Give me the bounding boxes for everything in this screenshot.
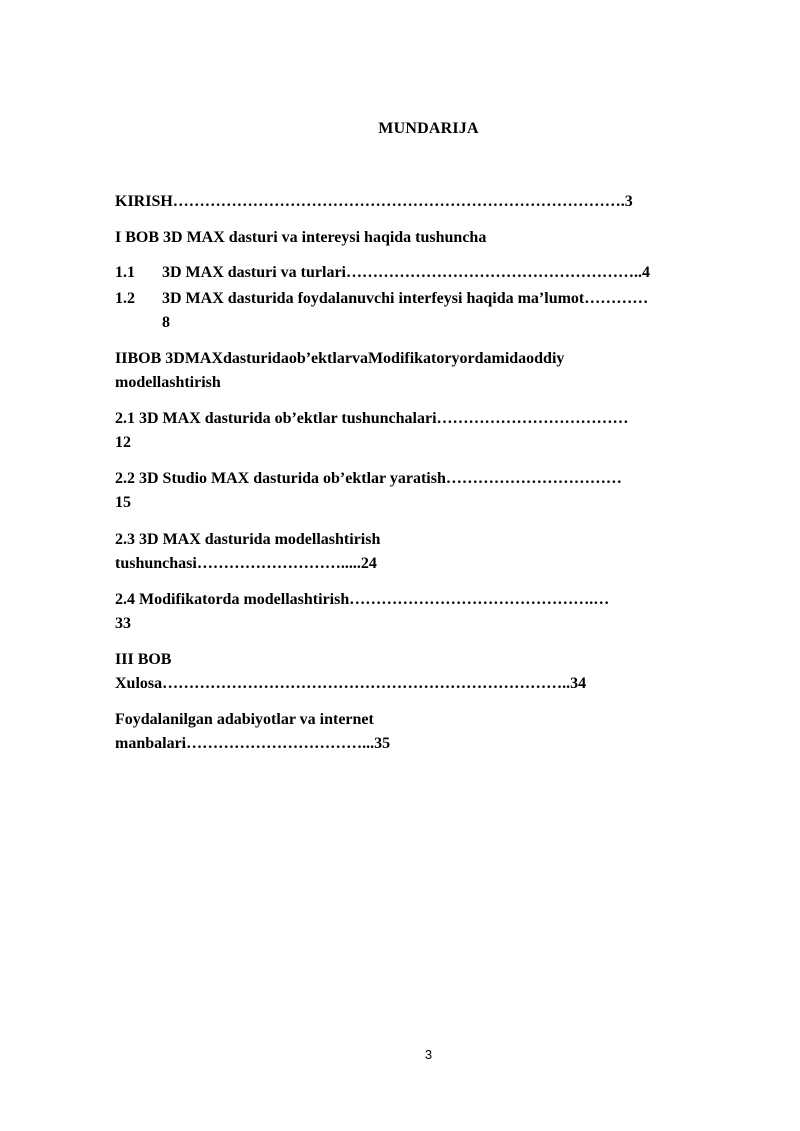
toc-entry-line bbox=[115, 648, 742, 672]
toc-entry-line: tushunchasi……………………….....24 bbox=[115, 555, 377, 572]
toc-entry-text: 3D MAX dasturi va turlari………………………………………………..4 bbox=[162, 264, 650, 281]
toc-entry-kirish bbox=[115, 190, 742, 214]
toc-entry-text: 3D MAX dasturida foydalanuvchi interfeysi haqida ma’lumot………… bbox=[162, 290, 649, 307]
toc-heading-line: modellashtirish bbox=[115, 374, 221, 391]
toc-entry-line bbox=[115, 708, 742, 732]
toc-entry-bob3 bbox=[115, 648, 742, 696]
toc-page-ref: 8 bbox=[162, 314, 170, 331]
toc-page-ref: 15 bbox=[115, 494, 131, 511]
toc-word: modellashtirish bbox=[274, 531, 381, 548]
toc-entry-2-1 bbox=[115, 407, 742, 455]
section-number: 1.1 bbox=[115, 264, 135, 281]
toc-entry-text: KIRISH………………………………………………………………………….3 bbox=[115, 193, 633, 210]
toc-entry-text: 2.1 3D MAX dasturida ob’ektlar tushunchalari……………………………… bbox=[115, 410, 629, 427]
toc-entry-line: manbalari……………………………...35 bbox=[115, 735, 391, 752]
toc-page-ref: 33 bbox=[115, 615, 131, 632]
toc-word: adabiyotlar bbox=[216, 711, 296, 728]
toc-entry-text: 2.4 Modifikatorda modellashtirish……………………………………….… bbox=[115, 591, 610, 608]
section-number: 1.2 bbox=[115, 290, 135, 307]
toc-heading-line: IIBOB 3DMAXdasturidaob’ektlarvaModifikatoryordamidaoddiy bbox=[115, 350, 565, 367]
toc-entry-line: Xulosa…………………………………………………………………..34 bbox=[115, 675, 587, 692]
toc-entry-2-2 bbox=[115, 467, 742, 515]
toc-entry-references bbox=[115, 708, 742, 756]
page-title: MUNDARIJA bbox=[378, 120, 479, 137]
toc-page-ref: 12 bbox=[115, 434, 131, 451]
toc-word: 3D bbox=[139, 531, 159, 548]
toc-word: internet bbox=[319, 711, 374, 728]
toc-heading-bob1 bbox=[115, 226, 742, 250]
toc-word: BOB bbox=[137, 651, 172, 668]
section-number: 2.3 bbox=[115, 531, 135, 548]
page-number: 3 bbox=[424, 1047, 433, 1062]
toc-entry-2-3 bbox=[115, 528, 742, 576]
toc-word: MAX bbox=[162, 531, 201, 548]
toc-heading-bob2 bbox=[115, 347, 742, 395]
toc-word: dasturida bbox=[204, 531, 271, 548]
toc-heading-text: I BOB 3D MAX dasturi va intereysi haqida tushuncha bbox=[115, 229, 487, 246]
toc-word: III bbox=[115, 651, 134, 668]
toc-word: va bbox=[299, 711, 316, 728]
toc-entry-1-1 bbox=[115, 261, 742, 285]
toc-entry-text: 2.2 3D Studio MAX dasturida ob’ektlar yaratish…………………………… bbox=[115, 470, 622, 487]
toc-entry-1-2 bbox=[115, 287, 742, 335]
toc-entry-line bbox=[115, 528, 742, 552]
toc-entry-2-4 bbox=[115, 588, 742, 636]
toc-word: Foydalanilgan bbox=[115, 711, 213, 728]
